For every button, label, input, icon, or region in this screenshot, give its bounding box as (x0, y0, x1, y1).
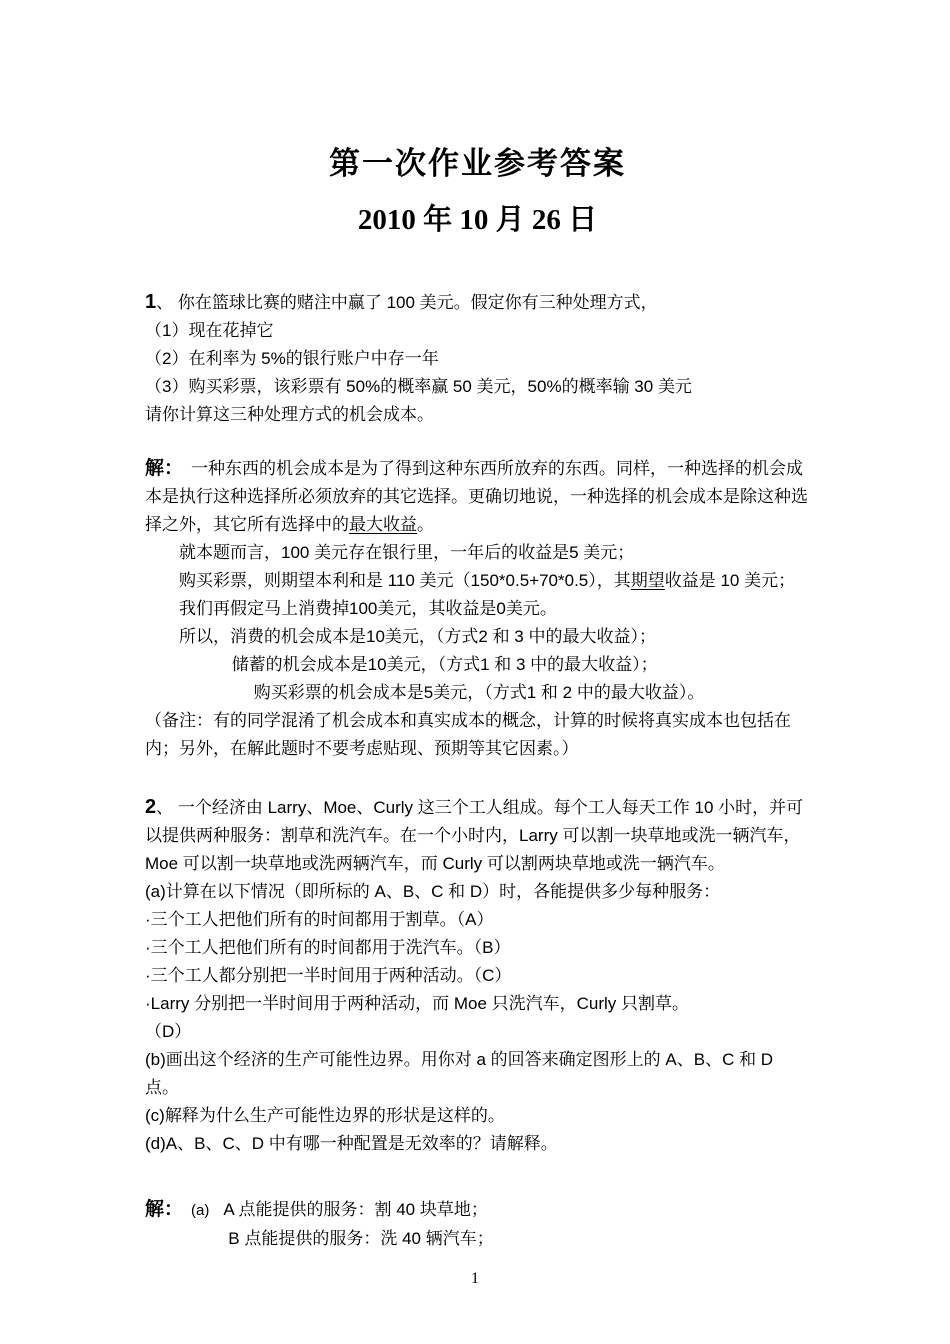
question-1-ask: 请你计算这三种处理方式的机会成本。 (145, 405, 434, 424)
page-number: 1 (471, 1270, 479, 1287)
question-2-separator: 、 (156, 798, 174, 817)
answer-2-point-b: B 点能提供的服务：洗 40 辆汽车； (228, 1229, 494, 1248)
question-2-bullet-c: ·三个工人都分别把一半时间用于两种活动。（C） (145, 966, 512, 985)
answer-2-label: 解： (145, 1199, 184, 1220)
answer-1-line-conclusion-1: 所以，消费的机会成本是10美元，（方式2 和 3 中的最大收益）； (179, 627, 656, 646)
question-1-option-2: （2）在利率为 5%的银行账户中存一年 (145, 349, 439, 368)
answer-1-label: 解： (145, 458, 184, 479)
answer-1-definition-underline: 最大收益 (349, 515, 417, 534)
page-title: 第一次作业参考答案 (329, 146, 626, 181)
answer-1-definition-end: 。 (417, 515, 434, 534)
answer-2-line-a (145, 1196, 810, 1225)
doc-date: 2010 年 10 月 26 日 (357, 204, 598, 236)
question-2-bullet-d: ·Larry 分别把一半时间用于两种活动，而 Moe 只洗汽车，Curly 只割草。 (145, 994, 690, 1013)
question-2-part-b: (b)画出这个经济的生产可能性边界。用你对 a 的回答来确定图形上的 A、B、C 和 D 点。 (145, 1050, 774, 1097)
question-2 (145, 793, 810, 1158)
answer-2 (145, 1196, 810, 1253)
question-2-part-d: (d)A、B、C、D 中有哪一种配置是无效率的？请解释。 (145, 1134, 558, 1153)
answer-1-line-conclusion-2: 储蓄的机会成本是10美元，（方式1 和 3 中的最大收益）； (231, 655, 658, 674)
question-1-heading (145, 288, 810, 317)
answer-1-lottery-text: 购买彩票，则期望本利和是 110 美元（150*0.5+70*0.5），其 (179, 571, 631, 590)
question-1-option-1: （1）现在花掉它 (145, 321, 274, 340)
question-2-bullet-d-cont: （D） (145, 1022, 192, 1041)
answer-1-lottery-end: 收益是 10 美元； (664, 571, 796, 590)
answer-1 (145, 455, 810, 763)
question-2-bullet-a: ·三个工人把他们所有的时间都用于割草。（A） (145, 910, 494, 929)
page-content (0, 138, 950, 1253)
answer-2-point-a: A 点能提供的服务：割 40 块草地； (223, 1200, 488, 1219)
question-2-bullet-b: ·三个工人把他们所有的时间都用于洗汽车。（B） (145, 938, 511, 957)
answer-1-note: （备注：有的同学混淆了机会成本和真实成本的概念，计算的时候将真实成本也包括在内；另外，在解此题时不要考虑贴现、预期等其它因素。） (145, 711, 791, 758)
answer-1-line-conclusion-3: 购买彩票的机会成本是5美元，（方式1 和 2 中的最大收益）。 (253, 683, 705, 702)
question-2-number: 2 (145, 796, 157, 818)
question-1-separator: 、 (156, 293, 174, 312)
question-1-option-3: （3）购买彩票，该彩票有 50%的概率赢 50 美元，50%的概率输 30 美元 (145, 377, 692, 396)
question-1 (145, 288, 810, 429)
answer-1-line-bank: 就本题而言，100 美元存在银行里，一年后的收益是5 美元； (179, 543, 635, 562)
question-2-intro: 一个经济由 Larry、Moe、Curly 这三个工人组成。每个工人每天工作 10 小时，并可以提供两种服务：割草和洗汽车。在一个小时内，Larry 可以割一块草地或洗一辆汽车，Moe 可以割一块草地或洗两辆汽车，而 Curly 可以割两块草地或洗一辆汽车。 (145, 798, 804, 873)
question-2-part-c: (c)解释为什么生产可能性边界的形状是这样的。 (145, 1106, 505, 1125)
answer-1-definition-text: 一种东西的机会成本是为了得到这种东西所放弃的东西。同样，一种选择的机会成本是执行这种选择所必须放弃的其它选择。更确切地说，一种选择的机会成本是除这种选择之外，其它所有选择中的 (145, 459, 808, 534)
answer-1-definition (145, 455, 810, 539)
question-1-intro: 你在篮球比赛的赌注中赢了 100 美元。假定你有三种处理方式， (177, 293, 658, 312)
question-2-heading (145, 793, 810, 878)
answer-1-line-consume: 我们再假定马上消费掉100美元，其收益是0美元。 (179, 599, 557, 618)
question-1-number: 1 (145, 291, 157, 313)
answer-1-lottery-underline: 期望 (630, 571, 665, 590)
answer-1-line-lottery (145, 567, 810, 595)
answer-2-part-a-label: (a) (191, 1202, 210, 1219)
question-2-part-a: (a)计算在以下情况（即所标的 A、B、C 和 D）时，各能提供多少每种服务： (145, 882, 721, 901)
